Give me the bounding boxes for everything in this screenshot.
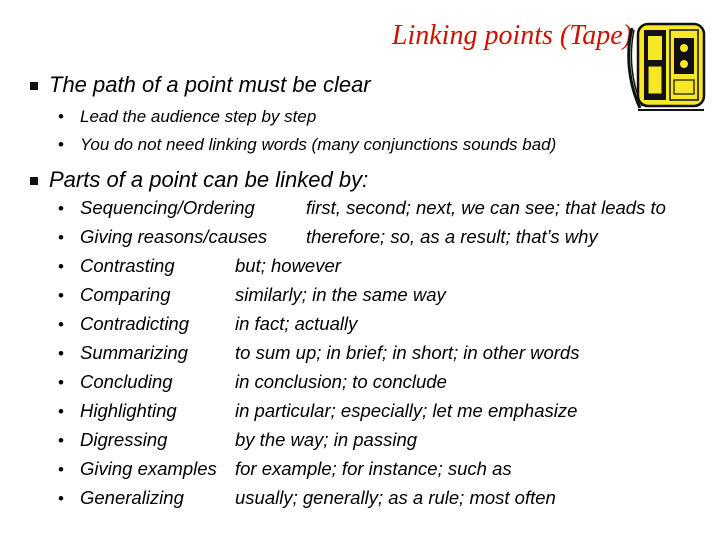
- linker-words: similarly; in the same way: [235, 284, 446, 305]
- square-bullet-icon: [30, 177, 38, 185]
- subitem-no-linking-words: You do not need linking words (many conjunctions sounds bad): [80, 135, 557, 154]
- bullet-dot-icon: •: [58, 257, 64, 276]
- bullet-dot-icon: •: [58, 286, 64, 305]
- linker-words: first, second; next, we can see; that leads to: [306, 197, 666, 218]
- bullet-dot-icon: •: [58, 373, 64, 392]
- bullet-dot-icon: •: [58, 344, 64, 363]
- bullet-parts-of-point: Parts of a point can be linked by:: [49, 167, 369, 192]
- walkman-tape-player-icon: [624, 22, 710, 114]
- linker-term: Giving reasons/causes: [80, 226, 268, 247]
- linker-words: therefore; so, as a result; that’s why: [306, 226, 598, 247]
- linker-term: Comparing: [80, 284, 171, 305]
- linker-term: Concluding: [80, 371, 173, 392]
- subitem-lead-audience: Lead the audience step by step: [80, 107, 317, 126]
- linker-term: Highlighting: [80, 400, 177, 421]
- slide-title: Linking points (Tape): [391, 20, 632, 51]
- bullet-dot-icon: •: [58, 431, 64, 450]
- linker-term: Giving examples: [80, 458, 217, 479]
- linker-words: in fact; actually: [235, 313, 358, 334]
- linker-term: Sequencing/Ordering: [80, 197, 255, 218]
- linker-words: by the way; in passing: [235, 429, 418, 450]
- square-bullet-icon: [30, 82, 38, 90]
- linker-words: but; however: [235, 255, 341, 276]
- bullet-dot-icon: •: [58, 135, 64, 154]
- bullet-dot-icon: •: [58, 489, 64, 508]
- bullet-dot-icon: •: [58, 460, 64, 479]
- linker-words: in particular; especially; let me emphasize: [235, 400, 578, 421]
- bullet-path-of-point: The path of a point must be clear: [49, 72, 371, 97]
- linker-term: Summarizing: [80, 342, 188, 363]
- bullet-dot-icon: •: [58, 199, 64, 218]
- linker-term: Contradicting: [80, 313, 190, 334]
- linker-term: Contrasting: [80, 255, 175, 276]
- bullet-dot-icon: •: [58, 402, 64, 421]
- linker-term: Generalizing: [80, 487, 184, 508]
- linker-words: to sum up; in brief; in short; in other words: [235, 342, 580, 363]
- linker-term: Digressing: [80, 429, 168, 450]
- bullet-dot-icon: •: [58, 228, 64, 247]
- bullet-dot-icon: •: [58, 107, 64, 126]
- linker-words: for example; for instance; such as: [235, 458, 512, 479]
- linker-words: in conclusion; to conclude: [235, 371, 447, 392]
- bullet-dot-icon: •: [58, 315, 64, 334]
- linker-words: usually; generally; as a rule; most often: [235, 487, 556, 508]
